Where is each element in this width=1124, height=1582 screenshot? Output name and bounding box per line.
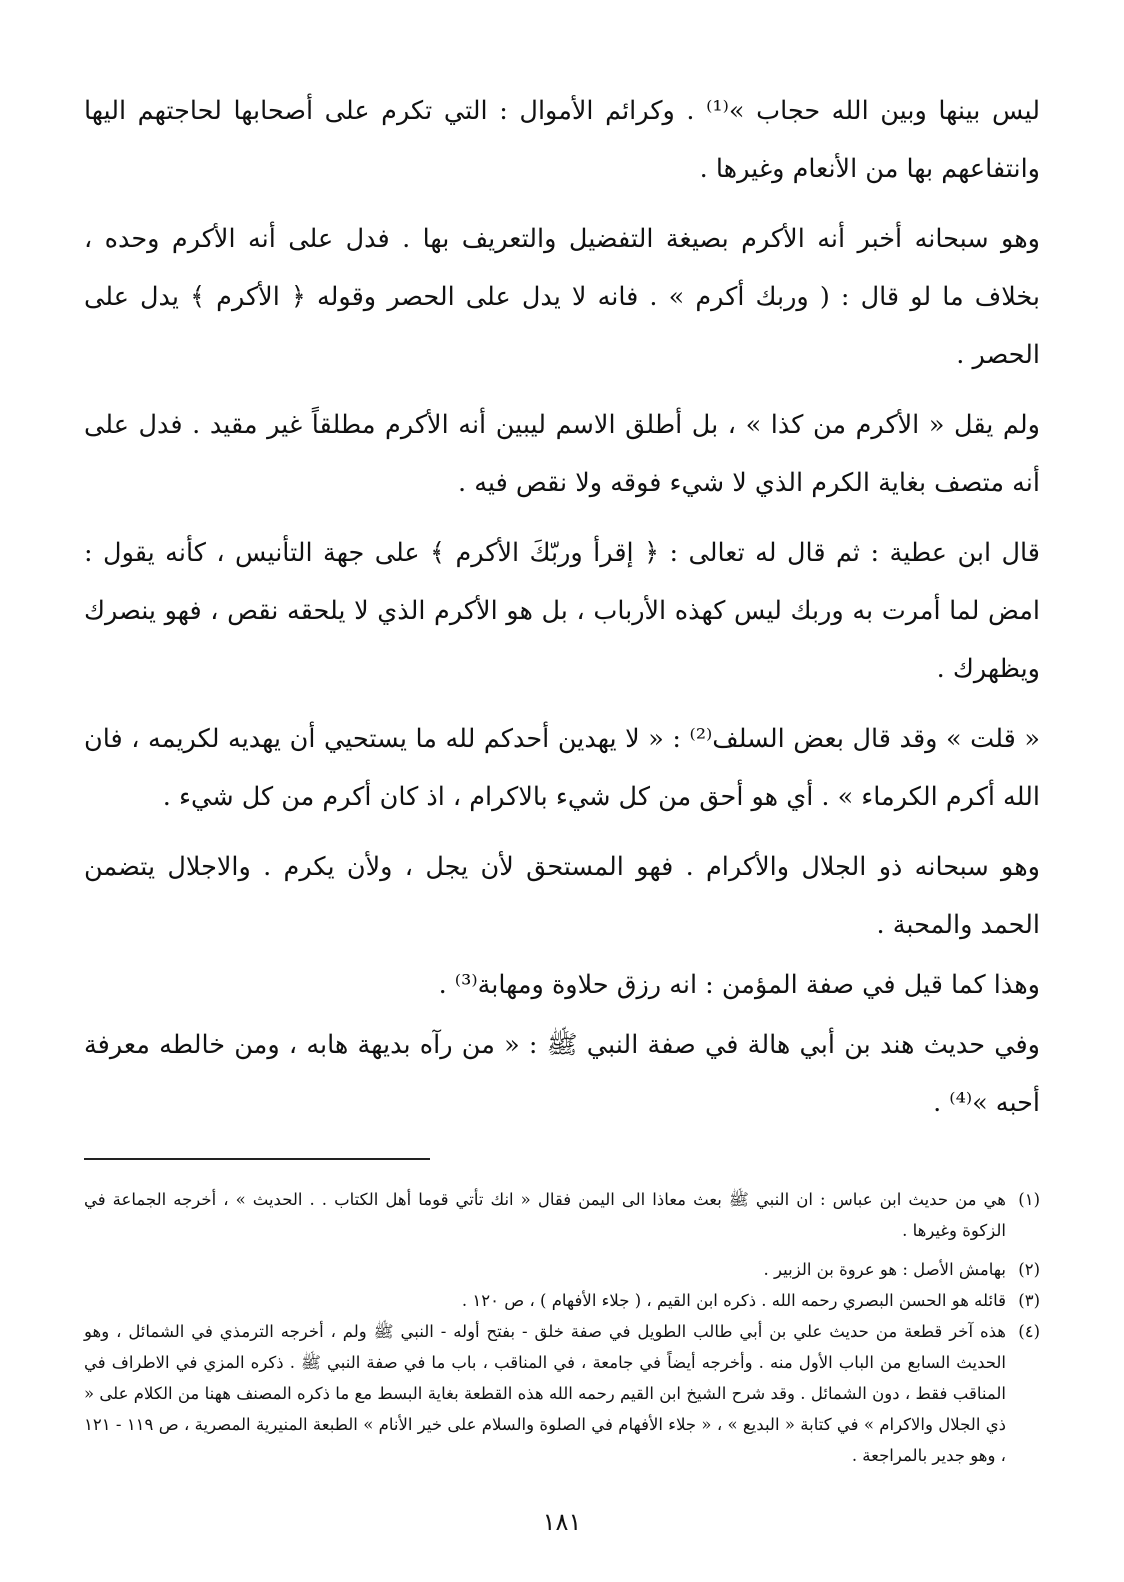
footnote-number: (٢) [1018,1260,1040,1279]
paragraph: وهذا كما قيل في صفة المؤمن : انه رزق حلاوة ومهابة⁽³⁾ . [438,970,1040,1000]
footnote-3 [84,1285,1040,1316]
footnote-4 [84,1316,1040,1471]
footnote-number: (٤) [1018,1322,1040,1341]
footnotes [84,1184,1040,1471]
footnote-text: هي من حديث ابن عباس : ان النبي ﷺ بعث معاذا الى اليمن فقال « انك تأتي قوما أهل الكتاب . . الحديث » ، أخرجه الجماعة في الزكوة وغيرها . [84,1190,1006,1240]
page-number: ١٨١ [542,1508,582,1536]
footnote-number: (١) [1018,1190,1040,1209]
footnote-text: هذه آخر قطعة من حديث علي بن أبي طالب الطويل في صفة خلق - بفتح أوله - النبي ﷺ ولم ، أخرجه الترمذي في الشمائل ، وهو الحديث السابع من الباب الأول منه . وأخرجه أيضاً في جامعة ، في المناقب ، باب ما في صفة النبي ﷺ . ذكره المزي في الاطراف في المناقب فقط ، دون الشمائل . وقد شرح الشيخ ابن القيم رحمه الله هذه القطعة بغاية البسط مع ما ذكره المصنف ههنا من الكلام على « ذي الجلال والاكرام » في كتابة « البديع » ، « جلاء الأفهام في الصلوة والسلام على خير الأنام » الطبعة المنيرية المصرية ، ص ١١٩ - ١٢١ ، وهو جدير بالمراجعة . [84,1322,1006,1465]
main-text [84,82,1040,1132]
paragraph: وهو سبحانه أخبر أنه الأكرم بصيغة التفضيل والتعريف بها . فدل على أنه الأكرم وحده ، بخلاف ما لو قال : ( وربك أكرم » . فانه لا يدل على الحصر وقوله ﴿ الأكرم ﴾ يدل على الحصر . [84,224,1040,370]
footnote-text: قائله هو الحسن البصري رحمه الله . ذكره ابن القيم ، ( جلاء الأفهام ) ، ص ١٢٠ . [461,1291,1006,1310]
footnote-separator [84,1158,430,1160]
paragraph: وفي حديث هند بن أبي هالة في صفة النبي ﷺ : « من رآه بديهة هابه ، ومن خالطه معرفة أحبه »⁽⁴⁾ . [84,1030,1040,1118]
paragraph: ليس بينها وبين الله حجاب »⁽¹⁾ . وكرائم الأموال : التي تكرم على أصحابها لحاجتهم اليها وانتفاعهم بها من الأنعام وغيرها . [84,96,1040,184]
footnote-number: (٣) [1018,1291,1040,1310]
paragraph: ولم يقل « الأكرم من كذا » ، بل أطلق الاسم ليبين أنه الأكرم مطلقاً غير مقيد . فدل على أنه متصف بغاية الكرم الذي لا شيء فوقه ولا نقص فيه . [84,410,1040,498]
footnote-1 [84,1184,1040,1246]
footnote-text: بهامش الأصل : هو عروة بن الزبير . [763,1260,1006,1279]
paragraph: « قلت » وقد قال بعض السلف⁽²⁾ : « لا يهدين أحدكم لله ما يستحيي أن يهديه لكريمه ، فان الله أكرم الكرماء » . أي هو أحق من كل شيء بالاكرام ، اذ كان أكرم من كل شيء . [84,724,1041,812]
paragraph: وهو سبحانه ذو الجلال والأكرام . فهو المستحق لأن يجل ، ولأن يكرم . والاجلال يتضمن الحمد والمحبة . [84,852,1040,940]
paragraph: قال ابن عطية : ثم قال له تعالى : ﴿ إقرأ وربّكَ الأكرم ﴾ على جهة التأنيس ، كأنه يقول : امض لما أمرت به وربك ليس كهذه الأرباب ، بل هو الأكرم الذي لا يلحقه نقص ، فهو ينصرك ويظهرك . [84,538,1040,684]
footnote-2 [84,1254,1040,1285]
